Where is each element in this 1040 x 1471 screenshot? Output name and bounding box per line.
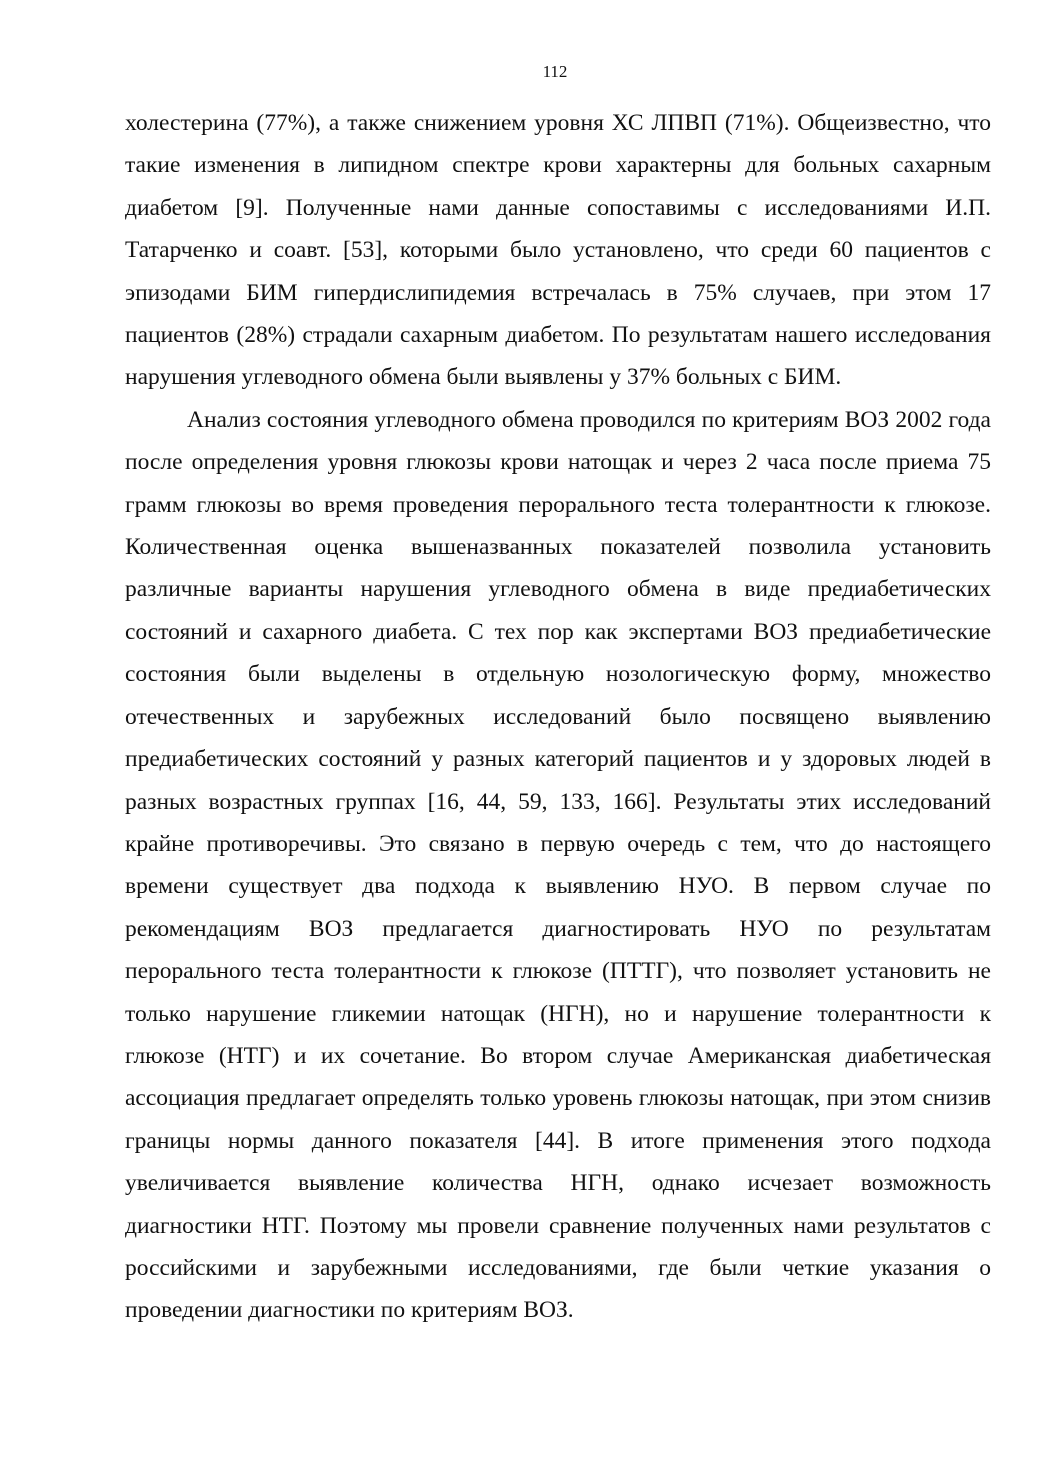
paragraph-carbohydrate-analysis: Анализ состояния углеводного обмена проводился по критериям ВОЗ 2002 года после определения уровня глюкозы крови натощак и через 2 часа после приема 75 грамм глюкозы во время проведения перорального теста толерантности к глюкозе. Количественная оценка вышеназванных показателей позволила установить различные варианты нарушения углеводного обмена в виде предиабетических состояний и сахарного диабета. С тех пор как экспертами ВОЗ предиабетические состояния были выделены в отдельную нозологическую форму, множество отечественных и зарубежных исследований было посвящено выявлению предиабетических состояний у разных категорий пациентов и у здоровых людей в разных возрастных группах [16, 44, 59, 133, 166]. Результаты этих исследований крайне противоречивы. Это связано в первую очередь с тем, что до настоящего времени существует два подхода к выявлению НУО. В первом случае по рекомендациям ВОЗ предлагается диагностировать НУО по результатам перорального теста толерантности к глюкозе (ПТТГ), что позволяет установить не только нарушение гликемии натощак (НГН), но и нарушение толерантности к глюкозе (НТГ) и их сочетание. Во втором случае Американская диабетическая ассоциация предлагает определять только уровень глюкозы натощак, при этом снизив границы нормы данного показателя [44]. В итоге применения этого подхода увеличивается выявление количества НГН, однако исчезает возможность диагностики НТГ. Поэтому мы провели сравнение полученных нами результатов с российскими и зарубежными исследованиями, где были четкие указания о проведении диагностики по критериям ВОЗ. (125, 406, 991, 1324)
paragraph-continuation: холестерина (77%), а также снижением уровня ХС ЛПВП (71%). Общеизвестно, что такие изменения в липидном спектре крови характерны для больных сахарным диабетом [9]. Полученные нами данные сопоставимы с исследованиями И.П. Татарченко и соавт. [53], которыми было установлено, что среди 60 пациентов с эпизодами БИМ гипердислипидемия встречалась в 75% случаев, при этом 17 пациентов (28%) страдали сахарным диабетом. По результатам нашего исследования нарушения углеводного обмена были выявлены у 37% больных с БИМ. (125, 110, 991, 391)
body-text (125, 102, 991, 1332)
page-number: 112 (542, 62, 568, 81)
